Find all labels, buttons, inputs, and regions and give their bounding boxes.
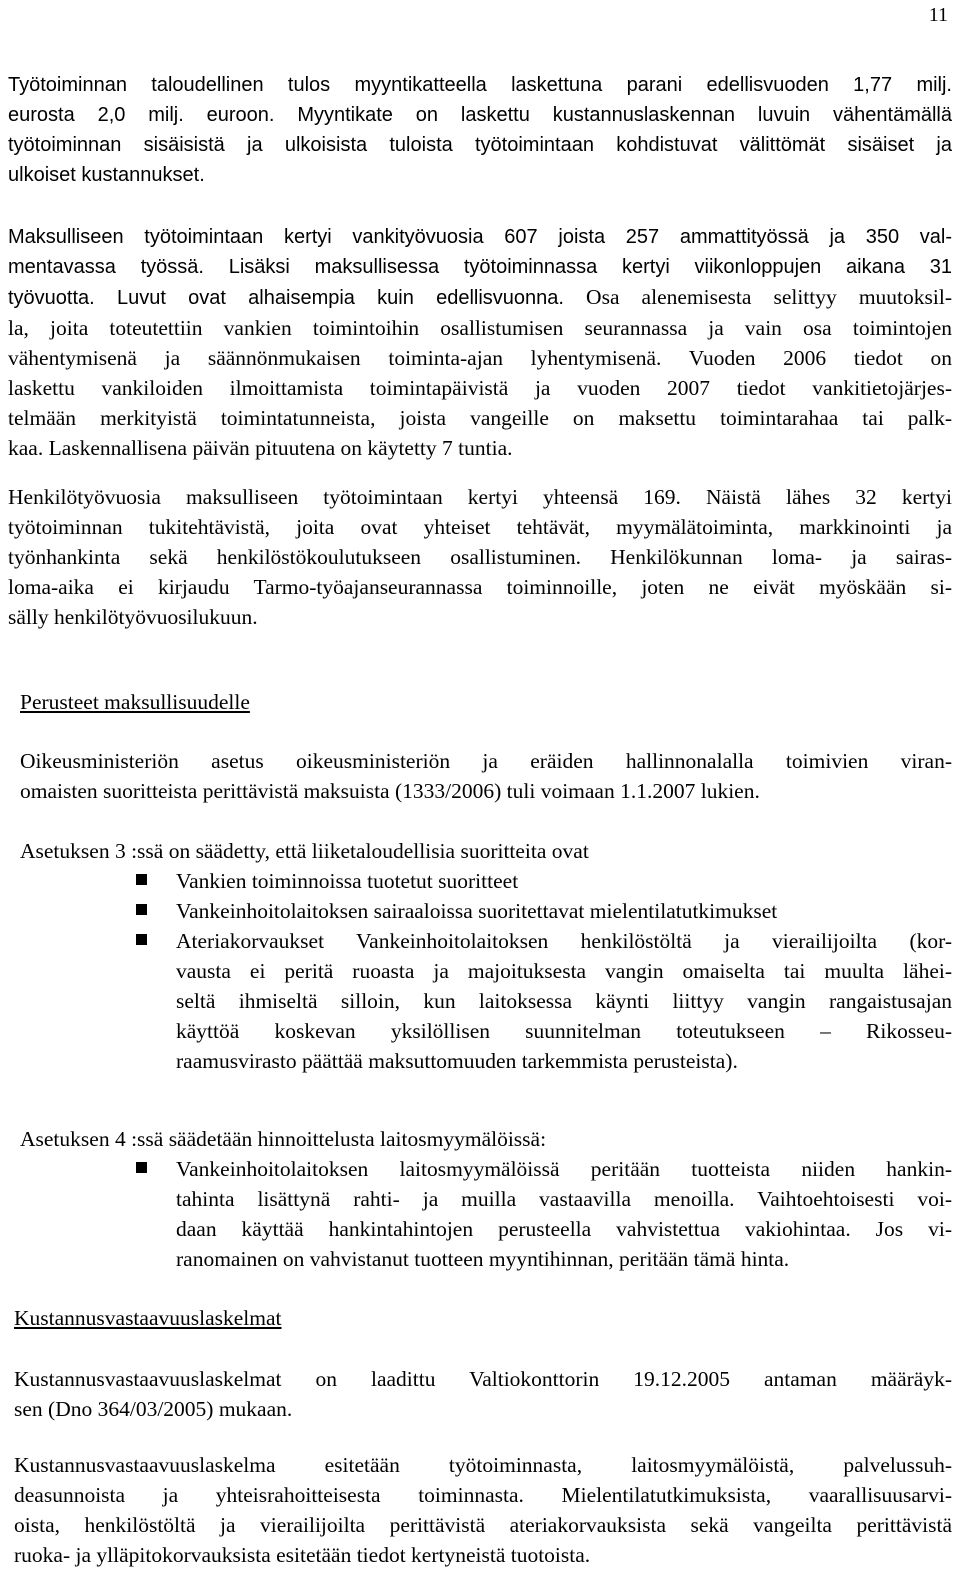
paragraph-staff-work-years [8, 482, 952, 632]
list-item [136, 896, 952, 926]
decree-section-4-list [136, 1154, 952, 1274]
page-number: 11 [928, 4, 948, 26]
text-line: työnhankinta sekä henkilöstökoulutukseen osallistuminen. Henkilökunnan loma- ja sairas- [8, 545, 952, 569]
text-line: loma-aika ei kirjaudu Tarmo-työajanseurannassa toiminnoille, joten ne eivät myöskään si- [8, 575, 952, 599]
text-line: Vankeinhoitolaitoksen laitosmyymälöissä peritään tuotteista niiden hankin- [176, 1157, 952, 1181]
text-segment: Henkilötyövuosia maksulliseen työtoimintaan kertyi yhteensä 169. [8, 485, 681, 509]
text-line: tahinta lisättynä rahti- ja muilla vastaavilla menoilla. Vaihtoehtoisesti voi- [176, 1187, 952, 1211]
text-segment: Vuoden 2006 tiedot on [688, 346, 952, 370]
text-line: eurosta 2,0 milj. euroon. Myyntikate on laskettu kustannuslaskennan luvuin vähentämällä [8, 104, 952, 126]
text-line [8, 343, 952, 373]
text-line: deasunnoista ja yhteisrahoitteisesta toiminnasta. Mielentilatutkimuksista, vaarallisuusarvi- [14, 1483, 952, 1507]
square-bullet-icon [136, 934, 147, 945]
paragraph-ministry-decree [20, 746, 952, 806]
text-line: sen (Dno 364/03/2005) mukaan. [14, 1397, 293, 1421]
text-line: la, joita toteutettiin vankien toimintoihin osallistumisen seurannassa ja vain osa toimintojen [8, 316, 952, 340]
text-segment: työvuotta. Luvut ovat alhaisempia kuin edellisvuonna. [8, 287, 564, 309]
list-item [136, 1154, 952, 1274]
paragraph-cost-calculation-scope [14, 1450, 952, 1570]
text-line: telmään merkityistä toimintatunneista, joista vangeille on maksettu toimintarahaa tai palk- [8, 406, 952, 430]
text-line: vausta ei peritä ruoasta ja majoituksesta vangin omaiselta tai muulta lähei- [176, 959, 952, 983]
text-segment: vähentymisenä ja säännönmukaisen toiminta-ajan lyhentymisenä. [8, 346, 662, 370]
list-item [136, 926, 952, 1076]
text-line [8, 282, 952, 313]
square-bullet-icon [136, 1162, 147, 1173]
text-line: omaisten suoritteista perittävistä maksuista (1333/2006) tuli voimaan 1.1.2007 lukien. [20, 779, 760, 803]
text-line: työtoiminnan tukitehtävistä, joita ovat yhteiset tehtävät, myymälätoiminta, markkinointi ja [8, 515, 952, 539]
decree-section-3-intro [20, 836, 952, 866]
paragraph-prisoner-work-years [8, 222, 952, 463]
text-line: sälly henkilötyövuosilukuun. [8, 605, 258, 629]
text-line: työtoiminnan sisäisistä ja ulkoisista tuloista työtoimintaan kohdistuvat välittömät sisäiset ja [8, 134, 952, 156]
text-line: kaa. Laskennallisena päivän pituutena on käytetty 7 tuntia. [8, 436, 513, 460]
text-line: ruoka- ja ylläpitokorvauksista esitetään tiedot kertyneistä tuotoista. [14, 1543, 591, 1567]
text-line: Työtoiminnan taloudellinen tulos myyntikatteella laskettuna parani edellisvuoden 1,77 milj. [8, 74, 952, 96]
text-line: Asetuksen 3 :ssä on säädetty, että liiketaloudellisia suoritteita ovat [20, 839, 589, 863]
text-line: mentavassa työssä. Lisäksi maksullisessa työtoiminnassa kertyi viikonloppujen aikana 31 [8, 256, 952, 278]
text-line: oista, henkilöstöltä ja vierailijoilta perittävistä ateriakorvauksista sekä vangeilta perittävistä [14, 1513, 952, 1537]
paragraph-cost-calculation-basis [14, 1364, 952, 1424]
square-bullet-icon [136, 904, 147, 915]
section-heading-cost-correspondence: Kustannusvastaavuuslaskelmat [14, 1306, 282, 1330]
paragraph-financial-result [8, 70, 952, 190]
text-segment: Osa alenemisesta selittyy muutoksil- [586, 285, 952, 309]
text-segment: Näistä lähes 32 kertyi [706, 485, 952, 509]
text-line [8, 482, 952, 512]
text-line: Ateriakorvaukset Vankeinhoitolaitoksen henkilöstöltä ja vierailijoilta (kor- [176, 929, 952, 953]
text-line: raamusvirasto päättää maksuttomuuden tarkemmista perusteista). [176, 1049, 738, 1073]
text-line: seltä ihmiseltä silloin, kun laitoksessa käynti liittyy vangin rangaistusajan [176, 989, 952, 1013]
text-line: käyttöä koskevan yksilöllisen suunnitelman toteutukseen – Rikosseu- [176, 1019, 952, 1043]
section-heading-fee-basis: Perusteet maksullisuudelle [20, 690, 250, 714]
decree-section-4-intro [20, 1124, 952, 1154]
square-bullet-icon [136, 874, 147, 885]
text-line: Vankien toiminnoissa tuotetut suoritteet [176, 869, 519, 893]
list-item [136, 866, 952, 896]
text-line: daan käyttää hankintahintojen perusteella vahvistettua vakiohintaa. Jos vi- [176, 1217, 952, 1241]
text-line: Kustannusvastaavuuslaskelmat on laadittu Valtiokonttorin 19.12.2005 antaman määräyk- [14, 1367, 952, 1391]
text-line: laskettu vankiloiden ilmoittamista toimintapäivistä ja vuoden 2007 tiedot vankitietojärjes- [8, 376, 952, 400]
text-line: Oikeusministeriön asetus oikeusministeriön ja eräiden hallinnonalalla toimivien viran- [20, 749, 952, 773]
text-line: Maksulliseen työtoimintaan kertyi vankityövuosia 607 joista 257 ammattityössä ja 350 val- [8, 226, 952, 248]
text-line: Asetuksen 4 :ssä säädetään hinnoittelusta laitosmyymälöissä: [20, 1127, 547, 1151]
text-line: ranomainen on vahvistanut tuotteen myyntihinnan, peritään tämä hinta. [176, 1247, 790, 1271]
text-line: Kustannusvastaavuuslaskelma esitetään työtoiminnasta, laitosmyymälöistä, palvelussuh- [14, 1453, 952, 1477]
text-line: ulkoiset kustannukset. [8, 164, 205, 186]
text-line: Vankeinhoitolaitoksen sairaaloissa suoritettavat mielentilatutkimukset [176, 899, 778, 923]
decree-section-3-list [136, 866, 952, 1076]
